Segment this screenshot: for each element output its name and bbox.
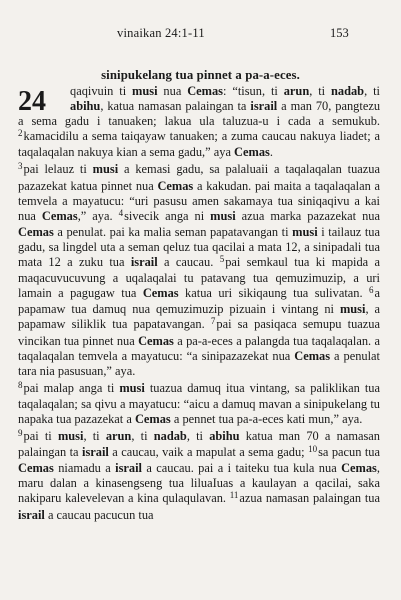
section-heading: sinipukelang tua pinnet a pa-a-eces. bbox=[101, 68, 300, 82]
verse-text: , ti bbox=[309, 84, 331, 98]
bold-name: musi bbox=[57, 429, 84, 444]
verse-text: , a papamaw siliklik tua papatavangan. bbox=[18, 302, 381, 332]
verse-text: pai sa pasiqaca semupu tuazua vincikan tua pinnet nua bbox=[18, 317, 380, 348]
bold-name: Cemas bbox=[142, 286, 179, 301]
bold-name: nadab bbox=[331, 84, 365, 98]
verse-number: 11 bbox=[229, 490, 239, 501]
verse-number: 9 bbox=[18, 428, 23, 439]
verse-text: a penulat tara nia pasusuan,” aya. bbox=[18, 348, 381, 378]
bold-name: Cemas bbox=[18, 461, 54, 476]
body-text bbox=[18, 84, 380, 523]
verse-text: katua uri sikiqaung tua sulivatan. bbox=[178, 286, 369, 301]
verse-number: 2 bbox=[18, 128, 23, 139]
verse-text: a pennet tua pa-a-eces kati mun,” aya. bbox=[170, 411, 363, 426]
verse-text: a penulat. pai ka malia seman papatavangan ti bbox=[53, 224, 293, 239]
bold-name: Cemas bbox=[234, 145, 270, 160]
running-header bbox=[0, 26, 401, 44]
verse-paragraph bbox=[18, 162, 380, 378]
verse-number: 10 bbox=[308, 444, 318, 455]
bold-name: musi bbox=[339, 302, 366, 317]
bold-name: Cemas bbox=[41, 208, 78, 223]
verse-text: a pa-a-eces a palangda tua taqalaqalan. a taqalaqalan temvela a mayatucu: “a sinipazazekat nua bbox=[18, 333, 380, 363]
verse-text: kamacidilu a sema taiqayaw tanuaken; a zuma caucau nakuya liadet; a taqalaqalan nakuya kian a sema gadu,” aya bbox=[18, 129, 380, 160]
verse-text: i tailauz tua gadu, sa lingdel uta a seman qeluz tua qacilai a mata 12, a sinipadali tua mata 12 a zuku tua bbox=[18, 224, 380, 270]
verse-text: azua namasan palaingan tua bbox=[239, 491, 380, 506]
verse-number: 8 bbox=[18, 379, 23, 390]
verse-text: a papamaw tua damuq nua qemuzimuzip pizuain i vintang ni bbox=[18, 286, 380, 317]
verse-text: nua bbox=[157, 84, 188, 98]
chapter-number-spacer bbox=[18, 86, 70, 117]
bold-name: israil bbox=[82, 445, 109, 460]
verse-text: sivecik anga ni bbox=[124, 208, 211, 223]
bold-name: musi bbox=[210, 208, 236, 223]
verse-paragraph bbox=[18, 381, 380, 427]
bold-name: israil bbox=[115, 461, 143, 476]
bold-name: Cemas bbox=[134, 411, 171, 426]
bold-name: nadab bbox=[153, 429, 187, 444]
verse-text: a caucau. pai a i taiteku tua kula nua bbox=[142, 461, 342, 476]
verse-number: 3 bbox=[18, 161, 23, 172]
verse-text: tuazua damuq ituа vintang, sa paliklikan tua taqalaqalan; sa qivu a mayatucu: “aicu a damuq mavan a sinipukelang tu napaka tua pazazekat a bbox=[18, 380, 381, 426]
verse-text: a caucau pacucun tua bbox=[44, 507, 154, 522]
bold-name: Cemas bbox=[138, 333, 174, 348]
bold-name: Cemas bbox=[18, 224, 54, 239]
bold-name: Cemas bbox=[294, 348, 331, 363]
verse-number: 5 bbox=[219, 254, 225, 265]
verse-text: a caucau. bbox=[157, 255, 220, 270]
verse-text: a man 70, pangtezu a sema gadu i tanuaken; lakua ula taluzua-u i cada a semukub. bbox=[18, 99, 381, 129]
bold-name: abihu bbox=[70, 99, 101, 114]
verse-number: 6 bbox=[369, 285, 374, 296]
bold-name: musi bbox=[292, 224, 318, 239]
bold-name: musi bbox=[92, 162, 119, 177]
verse-text: katua man 70 a namasan palaingan ta bbox=[18, 429, 380, 460]
verse-text: pai semkaul tua ki mapida a maqacuvucuvung a uqalaqalai tu patavang tua qemuzimuzip, a uri lamain a pagugaw tua bbox=[18, 255, 381, 301]
verse-text: : “tisun, ti bbox=[223, 84, 284, 98]
bold-name: arun bbox=[283, 84, 310, 98]
bold-name: israil bbox=[130, 255, 158, 270]
bold-name: musi bbox=[132, 84, 158, 98]
bold-name: Cemas bbox=[341, 461, 377, 476]
verse-text: pai ti bbox=[23, 429, 58, 444]
verse-text: a kemasi gadu, sa palaluaii a taqalaqalan tuazua pazazekat katua pinnet nua bbox=[18, 162, 380, 193]
verse-text: , maru dalan a kinasengseng tua liluaIuas a kaulayan a qacilai, saka nakiparu kalevelevan a kina qulaqulavan. bbox=[18, 461, 380, 506]
verse-text: azua marka pazazekat nua bbox=[235, 208, 380, 223]
bold-name: israil bbox=[18, 507, 45, 522]
chapter-number: 24 bbox=[18, 86, 46, 117]
verse-text: sa pacun tua bbox=[318, 445, 380, 460]
verse-text: ,” aya. bbox=[77, 208, 119, 223]
verse-text: niamadu a bbox=[53, 461, 116, 476]
verse-text: , ti bbox=[83, 429, 106, 444]
verse-text: , ti bbox=[364, 84, 380, 98]
verse-number: 4 bbox=[118, 207, 124, 218]
verse-text: pai malap anga ti bbox=[23, 380, 120, 395]
bold-name: Cemas bbox=[187, 84, 224, 98]
verse-text: qaqivuin ti bbox=[70, 84, 133, 98]
verse-text: a kakudan. pai maita a taqalaqalan a temvela a mayatucu: “uri pasusu amen sakamaya tua siniqaqivu a kai nua bbox=[18, 178, 381, 223]
verse-text: pai lelauz ti bbox=[23, 162, 93, 177]
bold-name: arun bbox=[105, 429, 132, 444]
running-title: vinaikan 24:1-11 bbox=[117, 26, 205, 40]
verse-text: a caucau, vaik a mapulat a sema gadu; bbox=[108, 445, 309, 460]
verse-paragraph bbox=[18, 84, 380, 160]
verse-number: 7 bbox=[210, 316, 216, 327]
verse-text: , ti bbox=[186, 429, 210, 444]
bold-name: Cemas bbox=[157, 178, 194, 193]
page-number: 153 bbox=[330, 26, 349, 40]
verse-text: , katua namasan palaingan ta bbox=[100, 99, 251, 114]
verse-text: . bbox=[269, 145, 273, 160]
bold-name: musi bbox=[119, 380, 145, 395]
verse-paragraph bbox=[18, 429, 380, 523]
bold-name: abihu bbox=[209, 429, 240, 444]
bold-name: israil bbox=[250, 99, 278, 114]
verse-text: , ti bbox=[131, 429, 154, 444]
